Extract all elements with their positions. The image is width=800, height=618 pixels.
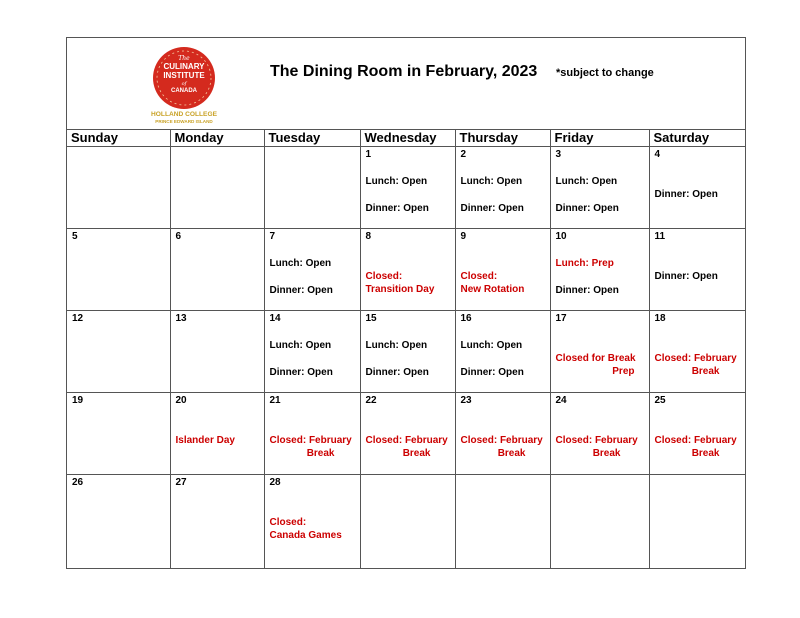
- day-cell-14: [264, 311, 360, 393]
- closed-reason: Break: [592, 448, 621, 459]
- day-number: 26: [72, 477, 84, 488]
- day-number: 18: [654, 313, 666, 324]
- dinner-status: Dinner: Open: [555, 203, 619, 214]
- day-cell-empty: [550, 475, 649, 570]
- dinner-status: Dinner: Open: [460, 203, 524, 214]
- calendar-header: [67, 38, 745, 130]
- closed-reason: Prep: [612, 366, 635, 377]
- day-cell-empty: [67, 147, 170, 229]
- dinner-status: Dinner: Open: [654, 271, 718, 282]
- day-cell-15: [360, 311, 455, 393]
- closed-reason: New Rotation: [460, 284, 525, 295]
- day-cell-6: [170, 229, 264, 311]
- day-cell-11: [649, 229, 746, 311]
- day-number: 17: [555, 313, 567, 324]
- day-number: 6: [175, 231, 182, 242]
- day-cell-28: [264, 475, 360, 570]
- lunch-status: Lunch: Open: [460, 340, 523, 351]
- day-number: 12: [72, 313, 84, 324]
- weekday-friday: Friday: [550, 129, 649, 147]
- weekday-thursday: Thursday: [455, 129, 550, 147]
- lunch-status: Lunch: Open: [269, 258, 332, 269]
- day-cell-empty: [264, 147, 360, 229]
- week-row: [67, 393, 746, 475]
- day-number: 23: [460, 395, 472, 406]
- dinner-status: Dinner: Open: [555, 285, 619, 296]
- day-cell-empty: [649, 475, 746, 570]
- svg-text:CULINARY: CULINARY: [163, 62, 205, 71]
- lunch-status: Lunch: Open: [269, 340, 332, 351]
- closed-status: Closed: February: [365, 435, 448, 446]
- culinary-institute-logo: [149, 46, 219, 126]
- calendar-page: [66, 37, 746, 569]
- dinner-status: Dinner: Open: [269, 285, 333, 296]
- day-number: 7: [269, 231, 276, 242]
- day-number: 25: [654, 395, 666, 406]
- day-number: 9: [460, 231, 467, 242]
- lunch-status: Lunch: Open: [365, 176, 428, 187]
- day-number: 3: [555, 149, 562, 160]
- day-cell-3: [550, 147, 649, 229]
- svg-text:PRINCE EDWARD ISLAND: PRINCE EDWARD ISLAND: [155, 119, 213, 124]
- lunch-status: Lunch: Open: [460, 176, 523, 187]
- closed-status: Closed:: [365, 271, 403, 282]
- closed-reason: Break: [402, 448, 431, 459]
- closed-status: Closed:: [269, 517, 307, 528]
- day-cell-22: [360, 393, 455, 475]
- day-cell-empty: [170, 147, 264, 229]
- closed-status: Closed: February: [460, 435, 543, 446]
- subject-to-change-note: *subject to change: [556, 67, 654, 79]
- closed-status: Closed:: [460, 271, 498, 282]
- closed-status: Closed: February: [269, 435, 352, 446]
- svg-text:HOLLAND COLLEGE: HOLLAND COLLEGE: [151, 111, 217, 118]
- weekday-tuesday: Tuesday: [264, 129, 360, 147]
- day-cell-2: [455, 147, 550, 229]
- weekday-saturday: Saturday: [649, 129, 746, 147]
- day-cell-17: [550, 311, 649, 393]
- day-number: 24: [555, 395, 567, 406]
- closed-status: Closed: February: [654, 353, 737, 364]
- closed-status: Closed: February: [555, 435, 638, 446]
- page-title: The Dining Room in February, 2023: [270, 63, 538, 80]
- day-cell-18: [649, 311, 746, 393]
- weekday-monday: Monday: [170, 129, 264, 147]
- day-cell-9: [455, 229, 550, 311]
- day-cell-26: [67, 475, 170, 570]
- lunch-status: Lunch: Prep: [555, 258, 614, 269]
- closed-reason: Break: [691, 448, 720, 459]
- svg-text:CANADA: CANADA: [171, 88, 197, 94]
- day-cell-1: [360, 147, 455, 229]
- day-number: 19: [72, 395, 84, 406]
- closed-reason: Break: [497, 448, 526, 459]
- weekday-wednesday: Wednesday: [360, 129, 455, 147]
- day-number: 14: [269, 313, 281, 324]
- svg-text:INSTITUTE: INSTITUTE: [163, 71, 205, 80]
- week-row: [67, 311, 746, 393]
- week-row: [67, 147, 746, 229]
- day-number: 20: [175, 395, 187, 406]
- day-number: 21: [269, 395, 281, 406]
- day-number: 5: [72, 231, 78, 242]
- day-number: 10: [555, 231, 567, 242]
- day-cell-24: [550, 393, 649, 475]
- day-number: 15: [365, 313, 377, 324]
- dinner-status: Dinner: Open: [654, 189, 718, 200]
- weekday-header-row: [67, 129, 746, 147]
- day-cell-27: [170, 475, 264, 570]
- day-cell-10: [550, 229, 649, 311]
- day-cell-7: [264, 229, 360, 311]
- closed-status: Closed: February: [654, 435, 737, 446]
- day-cell-13: [170, 311, 264, 393]
- weekday-sunday: Sunday: [67, 129, 170, 147]
- holiday-label: Islander Day: [175, 435, 235, 446]
- day-number: 8: [365, 231, 372, 242]
- day-number: 1: [365, 149, 372, 160]
- closed-reason: Break: [306, 448, 335, 459]
- day-number: 28: [269, 477, 281, 488]
- day-number: 27: [175, 477, 187, 488]
- svg-text:of: of: [181, 81, 187, 87]
- svg-text:The: The: [178, 55, 190, 62]
- week-row: [67, 475, 746, 570]
- closed-reason: Break: [691, 366, 720, 377]
- dinner-status: Dinner: Open: [365, 203, 429, 214]
- closed-reason: Canada Games: [269, 530, 342, 541]
- day-cell-25: [649, 393, 746, 475]
- dinner-status: Dinner: Open: [365, 367, 429, 378]
- day-cell-20: [170, 393, 264, 475]
- day-cell-12: [67, 311, 170, 393]
- day-cell-16: [455, 311, 550, 393]
- lunch-status: Lunch: Open: [365, 340, 428, 351]
- day-cell-empty: [455, 475, 550, 570]
- closed-reason: Transition Day: [365, 284, 435, 295]
- day-number: 2: [460, 149, 467, 160]
- day-number: 22: [365, 395, 377, 406]
- day-cell-empty: [360, 475, 455, 570]
- closed-status: Closed for Break: [555, 353, 636, 364]
- calendar-grid: [67, 129, 746, 569]
- day-number: 11: [654, 231, 666, 242]
- week-row: [67, 229, 746, 311]
- lunch-status: Lunch: Open: [555, 176, 618, 187]
- day-cell-4: [649, 147, 746, 229]
- day-cell-23: [455, 393, 550, 475]
- dinner-status: Dinner: Open: [460, 367, 524, 378]
- day-number: 4: [654, 149, 661, 160]
- day-number: 13: [175, 313, 187, 324]
- day-number: 16: [460, 313, 472, 324]
- day-cell-8: [360, 229, 455, 311]
- day-cell-21: [264, 393, 360, 475]
- dinner-status: Dinner: Open: [269, 367, 333, 378]
- day-cell-5: [67, 229, 170, 311]
- day-cell-19: [67, 393, 170, 475]
